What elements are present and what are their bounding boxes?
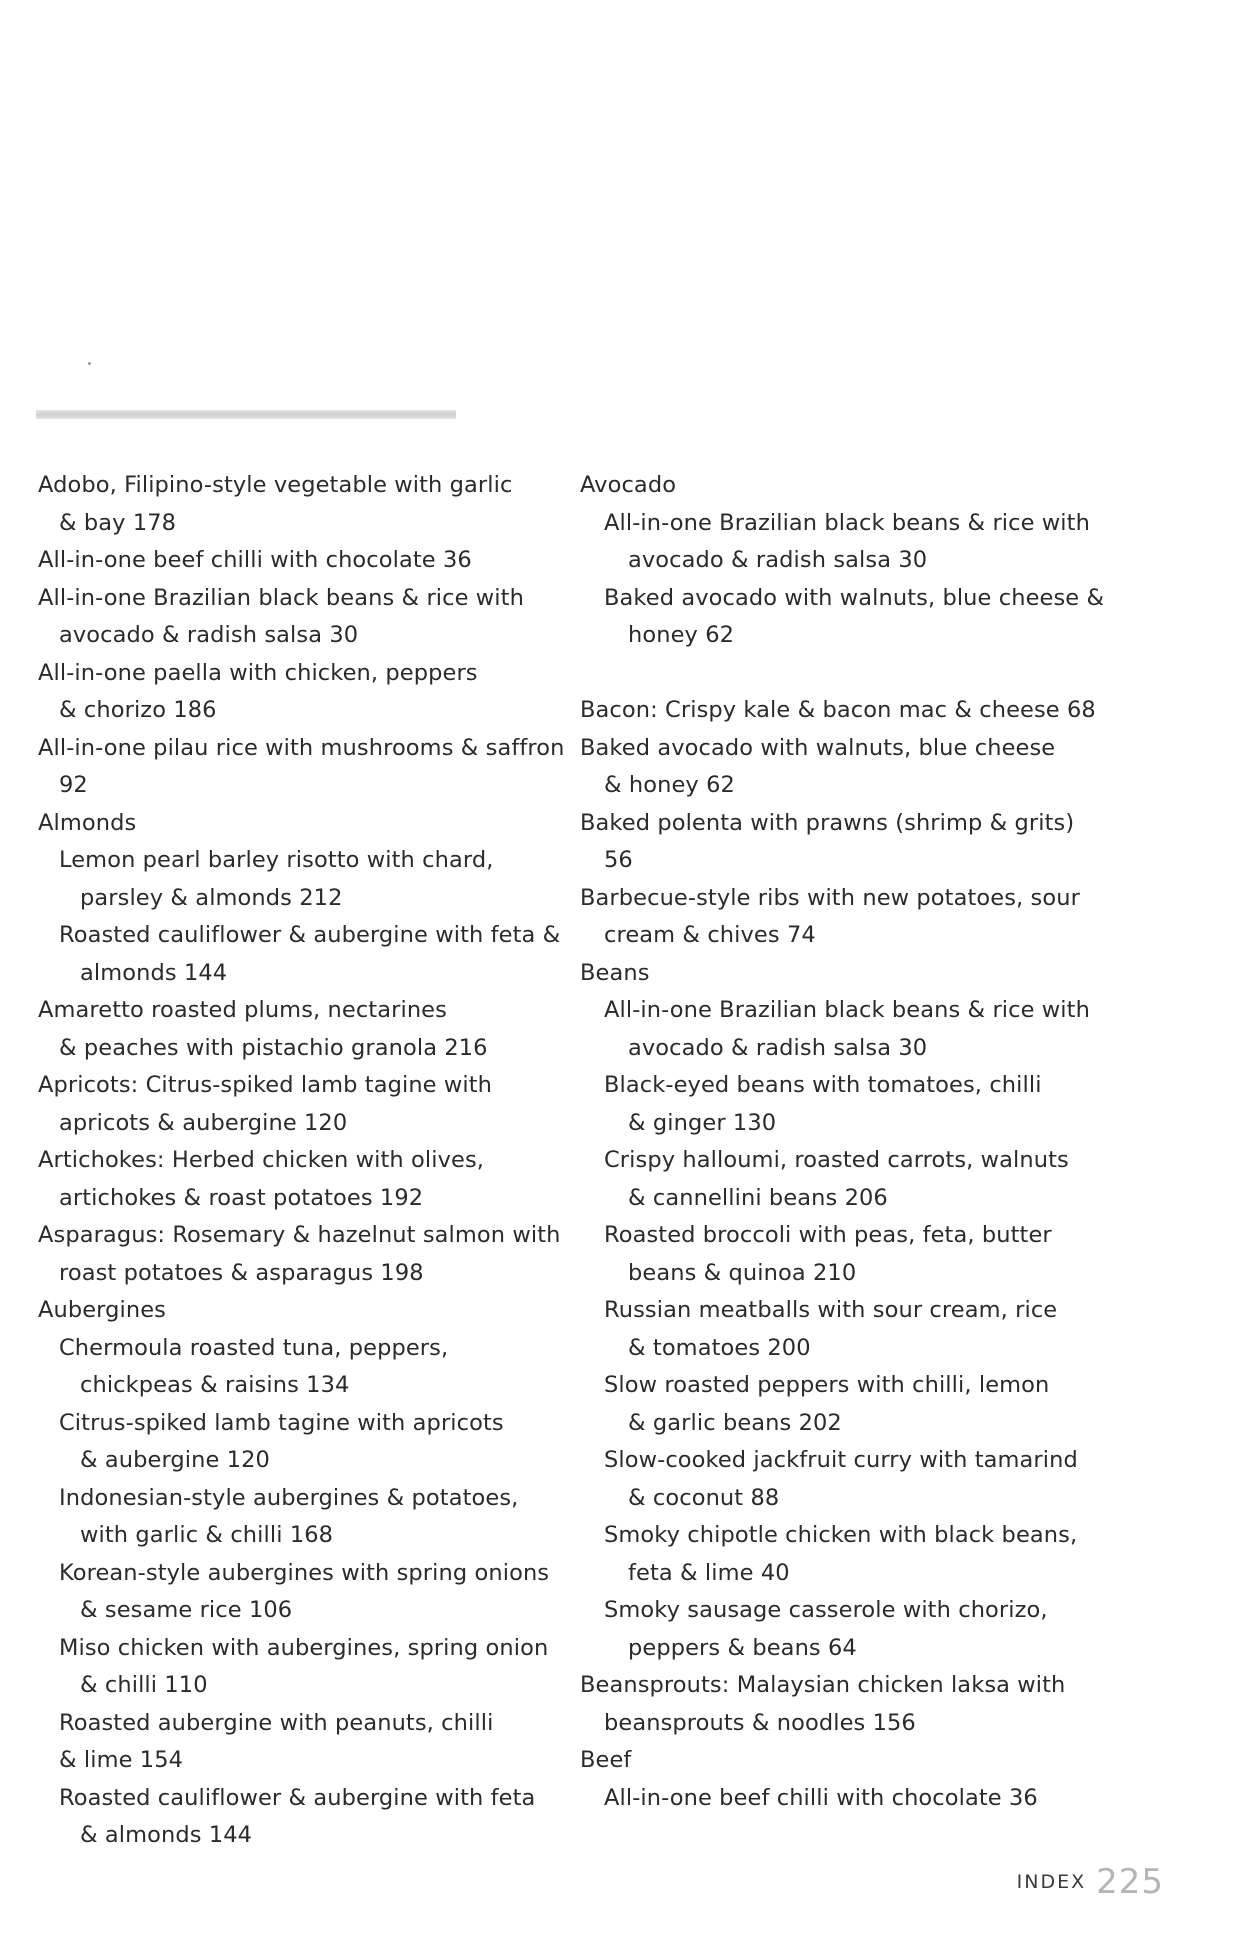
index-subentry-continuation: feta & lime 40 <box>628 1559 790 1586</box>
index-entry-continuation: 56 <box>604 847 633 873</box>
index-entry-continuation: 92 <box>59 772 88 798</box>
index-subentry: Baked avocado with walnuts, blue cheese & <box>604 584 1105 611</box>
index-subentry-continuation: almonds 144 <box>80 959 228 986</box>
index-subentry-continuation: & coconut 88 <box>628 1484 780 1511</box>
index-entry: Baked avocado with walnuts, blue cheese <box>580 734 1056 761</box>
index-subentry-continuation: avocado & radish salsa 30 <box>628 547 928 573</box>
index-heading: Aubergines <box>38 1297 166 1323</box>
index-subentry-continuation: & tomatoes 200 <box>628 1334 811 1361</box>
index-subentry: Citrus-spiked lamb tagine with apricots <box>59 1409 504 1436</box>
index-subentry-continuation: parsley & almonds 212 <box>80 884 343 911</box>
index-subentry: Black-eyed beans with tomatoes, chilli <box>604 1072 1042 1098</box>
index-entry: Asparagus: Rosemary & hazelnut salmon with <box>38 1222 561 1248</box>
index-subentry: Roasted cauliflower & aubergine with feta <box>59 1784 536 1811</box>
index-subentry: Roasted broccoli with peas, feta, butter <box>604 1222 1052 1248</box>
index-subentry: Roasted cauliflower & aubergine with feta & <box>59 922 561 948</box>
index-entry-continuation: roast potatoes & asparagus 198 <box>59 1259 424 1286</box>
index-subentry: All-in-one Brazilian black beans & rice with <box>604 509 1090 536</box>
index-entry-continuation: & honey 62 <box>604 772 735 798</box>
page-footer <box>1017 1862 1164 1902</box>
index-subentry: Chermoula roasted tuna, peppers, <box>59 1334 449 1361</box>
index-entry: Barbecue-style ribs with new potatoes, sour <box>580 884 1080 911</box>
index-subentry: Miso chicken with aubergines, spring onion <box>59 1634 549 1661</box>
index-subentry-continuation: & ginger 130 <box>628 1109 777 1136</box>
index-entry: All-in-one paella with chicken, peppers <box>38 659 478 686</box>
index-subentry-continuation: peppers & beans 64 <box>628 1634 857 1661</box>
page-number: 225 <box>1096 1862 1164 1902</box>
index-subentry-continuation: & garlic beans 202 <box>628 1409 842 1436</box>
index-subentry-continuation: & cannellini beans 206 <box>628 1184 888 1211</box>
index-subentry-continuation: beans & quinoa 210 <box>628 1259 857 1286</box>
index-subentry-continuation: avocado & radish salsa 30 <box>628 1034 928 1061</box>
index-subentry: Russian meatballs with sour cream, rice <box>604 1297 1058 1323</box>
dust-speck <box>88 362 91 365</box>
header-rule <box>36 410 456 419</box>
index-subentry: Slow-cooked jackfruit curry with tamarind <box>604 1447 1078 1473</box>
index-entry: All-in-one Brazilian black beans & rice with <box>38 584 524 611</box>
index-subentry-continuation: & aubergine 120 <box>80 1447 270 1473</box>
index-entry-continuation: & peaches with pistachio granola 216 <box>59 1034 488 1061</box>
index-subentry-continuation: chickpeas & raisins 134 <box>80 1372 350 1398</box>
index-entry: Adobo, Filipino-style vegetable with garlic <box>38 472 513 498</box>
index-subentry-continuation: honey 62 <box>628 622 735 648</box>
footer-label: INDEX <box>1016 1871 1087 1893</box>
index-heading: Almonds <box>38 809 137 836</box>
index-subentry: Indonesian-style aubergines & potatoes, <box>59 1484 519 1511</box>
index-subentry: Smoky sausage casserole with chorizo, <box>604 1597 1048 1623</box>
index-heading: Beans <box>580 959 650 986</box>
index-entry: Bacon: Crispy kale & bacon mac & cheese 68 <box>580 697 1096 723</box>
index-entry-continuation: avocado & radish salsa 30 <box>59 622 359 648</box>
index-subentry: Crispy halloumi, roasted carrots, walnuts <box>604 1147 1069 1173</box>
index-subentry-continuation: with garlic & chilli 168 <box>80 1522 334 1548</box>
index-subentry: Slow roasted peppers with chilli, lemon <box>604 1372 1050 1398</box>
index-entry-continuation: cream & chives 74 <box>604 922 816 948</box>
index-subentry-continuation: & lime 154 <box>59 1747 184 1773</box>
index-entry-continuation: artichokes & roast potatoes 192 <box>59 1184 424 1211</box>
index-heading: Beef <box>580 1747 632 1773</box>
index-entry: Artichokes: Herbed chicken with olives, <box>38 1147 485 1173</box>
index-entry-continuation: & chorizo 186 <box>59 697 217 723</box>
index-subentry: All-in-one beef chilli with chocolate 36 <box>604 1784 1038 1811</box>
index-subentry: Lemon pearl barley risotto with chard, <box>59 847 494 873</box>
index-subentry-continuation: & chilli 110 <box>80 1672 208 1698</box>
index-entry: Beansprouts: Malaysian chicken laksa with <box>580 1672 1066 1698</box>
index-subentry: Smoky chipotle chicken with black beans, <box>604 1522 1078 1548</box>
index-entry-continuation: beansprouts & noodles 156 <box>604 1709 916 1736</box>
index-subentry-continuation: & almonds 144 <box>80 1822 253 1848</box>
index-subentry-continuation: & sesame rice 106 <box>80 1597 293 1623</box>
section-gap <box>580 655 1100 693</box>
index-entry: Amaretto roasted plums, nectarines <box>38 997 447 1023</box>
index-entry-continuation: apricots & aubergine 120 <box>59 1109 348 1136</box>
index-entry-continuation: & bay 178 <box>59 509 177 536</box>
index-column-right <box>580 467 1105 1817</box>
index-entry: Apricots: Citrus-spiked lamb tagine with <box>38 1072 493 1098</box>
index-subentry: Roasted aubergine with peanuts, chilli <box>59 1709 494 1736</box>
index-entry: All-in-one pilau rice with mushrooms & saffron <box>38 734 565 761</box>
index-entry: All-in-one beef chilli with chocolate 36 <box>38 547 472 573</box>
index-column-left <box>38 467 578 1855</box>
index-subentry: All-in-one Brazilian black beans & rice with <box>604 997 1090 1023</box>
index-heading: Avocado <box>580 472 677 498</box>
index-subentry: Korean-style aubergines with spring onions <box>59 1559 550 1586</box>
index-entry: Baked polenta with prawns (shrimp & grits) <box>580 809 1075 836</box>
